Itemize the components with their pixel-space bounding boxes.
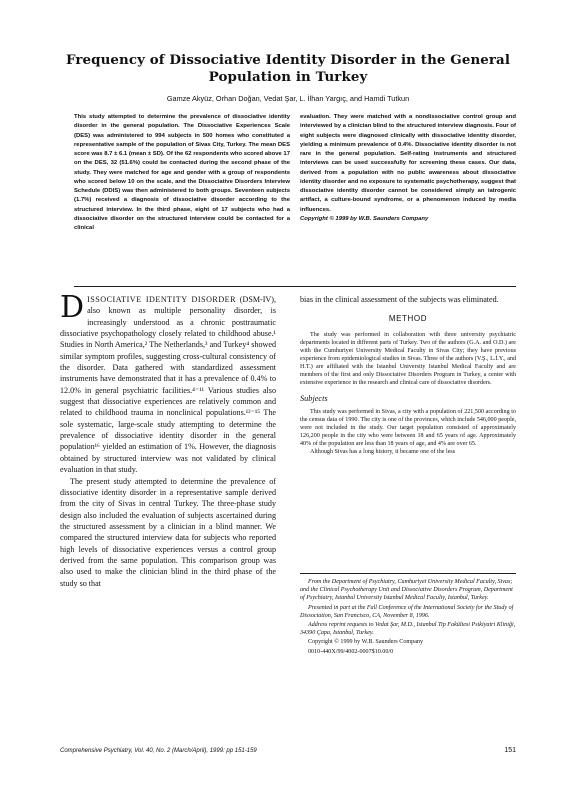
footnote-divider — [300, 573, 516, 574]
footnote-reprints: Address reprint requests to Vedat Şar, M.D., Istanbul Tip Fakültesi Psikiyatri Kliniği, 34390 Çapa, Istanbul, Turkey. — [300, 622, 516, 637]
journal-citation: Comprehensive Psychiatry, Vol. 40, No. 2 (March/April), 1999: pp 151-159 — [60, 748, 257, 754]
footnote-issn: 0010-440X/99/4002-0007$10.00/0 — [308, 648, 394, 655]
abstract-left-column — [74, 113, 290, 233]
footnote-affiliation: From the Department of Psychiatry, Cumhuriyet University Medical Faculty, Sivas; and the Clinical Psychotherapy Unit and Dissociative Disorders Program, Department of Psychiatry, Istanbul University Istanbul Medical Faculty, Istanbul, Turkey. — [300, 579, 513, 602]
footnote-copyright: Copyright © 1999 by W.B. Saunders Company — [308, 639, 423, 646]
article-authors: Gamze Akyüz, Orhan Doğan, Vedat Şar, L. İlhan Yargıç, and Hamdi Tutkun — [166, 94, 410, 103]
method-heading: METHOD — [388, 314, 428, 324]
drop-cap: D — [60, 290, 85, 325]
continuation-paragraph: bias in the clinical assessment of the subjects was eliminated. — [300, 295, 499, 304]
abstract-text-left: This study attempted to determine the prevalence of dissociative identity disorder in the general population. The Dissociative Experiences Scale (DES) was administered to 994 subjects in 500 homes who constituted a representative sample of the population of Sivas City, Turkey. The mean DES score was 8.7 ± 6.1 (mean ± SD). Of the 62 respondents who scored above 17 on the DES, 32 (51.6%) could be contacted during the second phase of the study. They were matched for age and gender with a group of respondents who scored below 10 on the scale, and the Dissociative Disorders Interview Schedule (DDIS) was then administered to both groups. Seventeen subjects (1.7%) received a diagnosis of dissociative disorder according to the structured interview. In the third phase, eight of 17 subjects who had a dissociative disorder on the structured interview could be contacted for a clinical — [74, 114, 290, 231]
footnotes — [300, 578, 516, 657]
abstract-divider — [74, 286, 516, 287]
method-paragraph: The study was performed in collaboration with three university psychiatric departments located in different parts of Turkey. Two of the authors (G.A. and O.D.) are with the Cumhuriyet University Medical Faculty in Sivas City; they have previous experience from epidemiological studies in Sivas. Three of the authors (V.Ş., L.İ.Y., and H.T.) are affiliated with the Istanbul University Istanbul Medical Faculty and are members of the first and only Dissociative Disorders Program in Turkey, a center with extensive experience in the research and clinical care of dissociative disorders. — [300, 331, 516, 387]
abstract-right-column — [300, 113, 516, 224]
subjects-paragraph-2: Although Sivas has a long history, it became one of the less — [310, 449, 456, 456]
article-title: Frequency of Dissociative Identity Disorder in the General Population in Turkey — [65, 52, 511, 85]
intro-paragraph-1: (DSM-IV), also known as multiple personality disorder, is increasingly understood as a chronic posttraumatic dissociative psychopathology closely related to childhood abuse.¹ Studies in North America,² The Netherlands,³ and Turkey⁴ showed similar symptom profiles, suggesting cross-cultural consistency of the disorder. Data gathered with standardized assessment instruments have demonstrated that it has a prevalence of 0.4% to 12.0% in general psychiatric facilities.⁴⁻¹¹ Various studies also suggest that dissociative experiences are relatively common and related to childhood trauma in nonclinical populations.¹²⁻¹⁵ The sole systematic, large-scale study attempting to determine the prevalence of dissociative identity disorder in the general population¹⁶ yielded an estimation of 1%. However, the diagnosis obtained by structured interview was not validated by clinical evaluation in that study. — [60, 295, 276, 475]
intro-paragraph-2: The present study attempted to determine the prevalence of dissociative identity disorder in a representative sample derived from the city of Sivas in central Turkey. The three-phase study design also included the evaluation of subjects ascertained during the structured assessment by a clinician in a blind manner. We compared the structured interview data for subjects who reported high levels of dissociative experiences versus a control group derived from the same population. This comparison group was also used to make the clinician blind in the third phase of the study so that — [60, 476, 276, 588]
body-left-column — [60, 290, 276, 589]
intro-lead-caps: ISSOCIATIVE IDENTITY DISORDER — [87, 295, 237, 304]
subjects-paragraph-1: This study was performed in Sivas, a city with a population of 221,500 according to the census data of 1990. The city is one of the provinces, which include 546,000 people, were not included in the study. Our target population consisted of approximately 126,200 people in the city who were between 18 and 65 years of age. Approximately 40% of the population are less than 18 years of age, and 4% are over 65. — [300, 408, 516, 448]
subjects-heading: Subjects — [300, 394, 328, 404]
abstract-text-right: evaluation. They were matched with a nondissociative control group and interviewed by a clinician blind to the structured interview diagnosis. Four of eight subjects were diagnosed clinically with dissociative identity disorder, yielding a minimum prevalence of 0.4%. Dissociative identity disorder is not rare in the general population. Self-rating instruments and structured interviews can be used successfully for screening these cases. Our data, derived from a population with no public awareness about dissociative identity disorder and no exposure to systematic psychotherapy, suggest that dissociative identity disorder cannot be considered simply an iatrogenic artifact, a culture-bound syndrome, or a phenomenon induced by media influences. — [300, 114, 516, 213]
footnote-presented: Presented in part at the Fall Conference of the International Society for the Study of Dissociation, San Francisco, CA, November 8, 1996. — [300, 604, 514, 619]
page-number: 151 — [504, 747, 516, 754]
body-right-column — [300, 294, 516, 456]
abstract-copyright: Copyright © 1999 by W.B. Saunders Company — [300, 215, 429, 222]
